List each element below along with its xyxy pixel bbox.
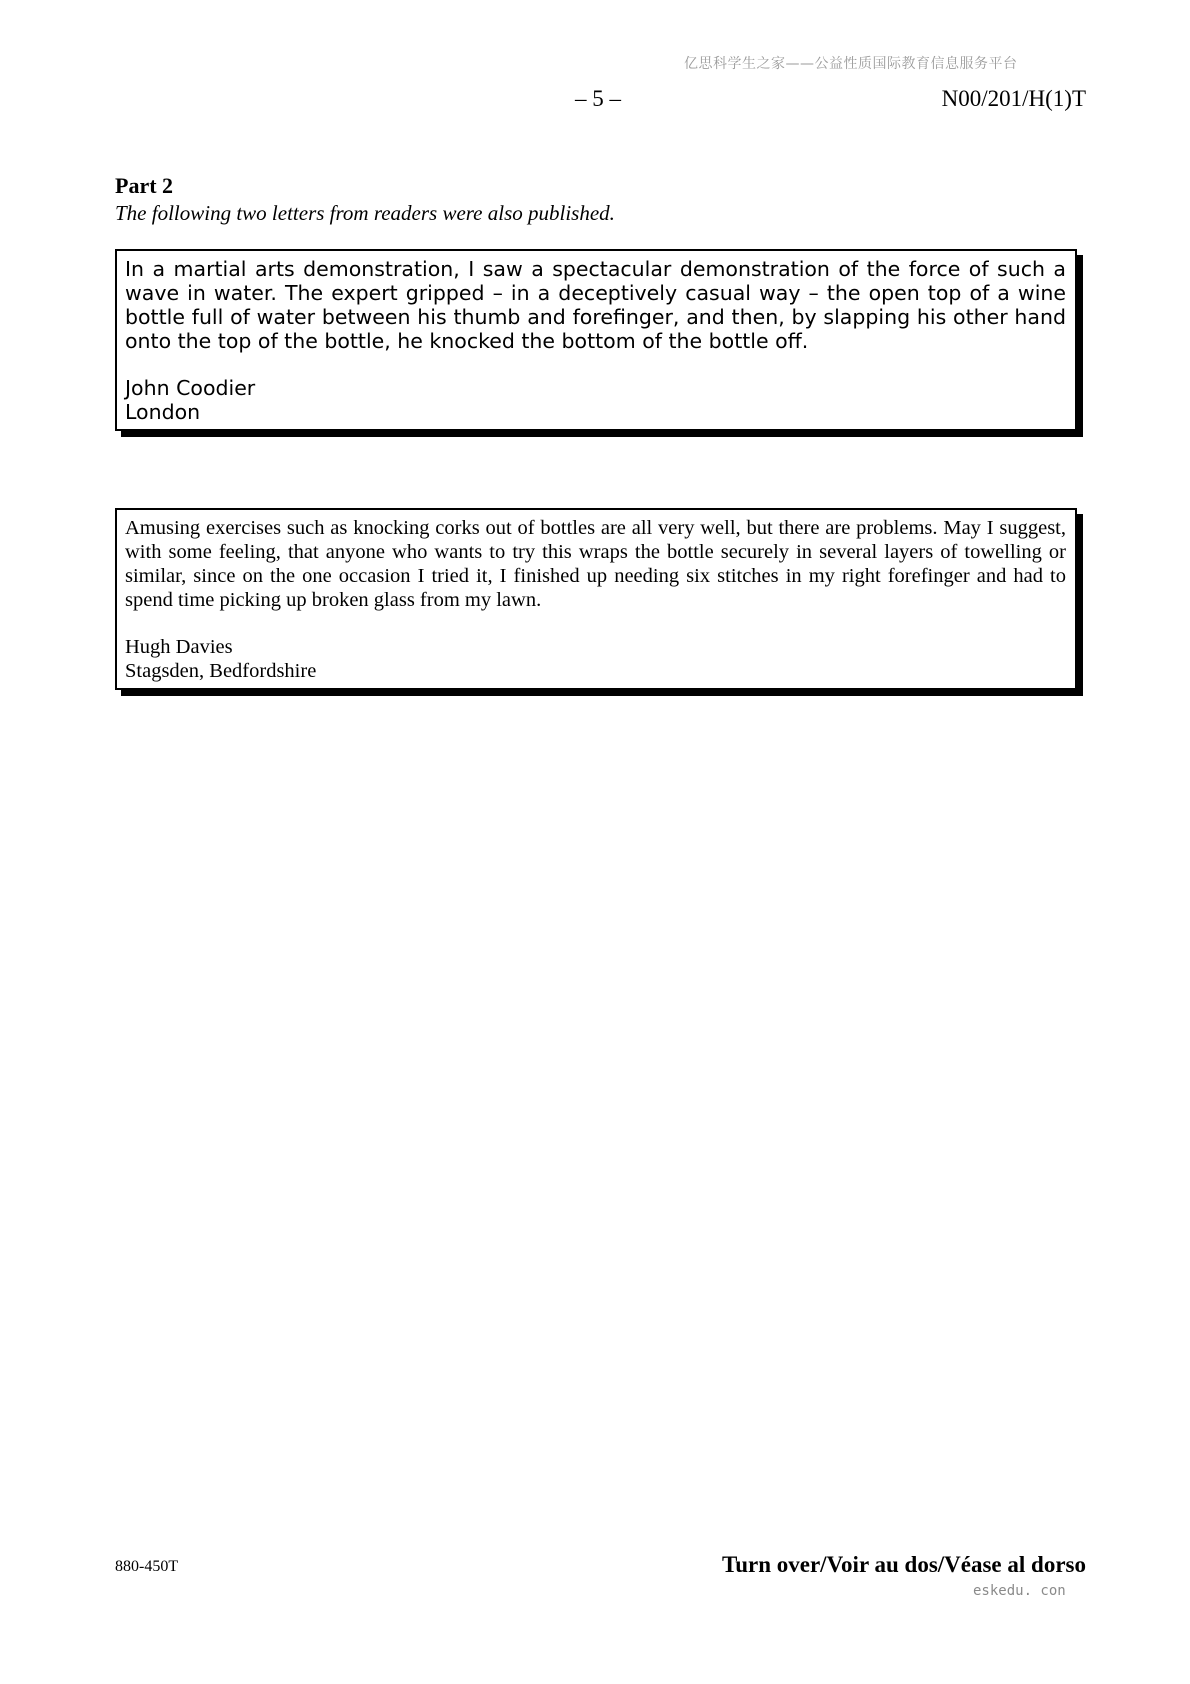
footer-document-code: 880-450T bbox=[115, 1558, 179, 1575]
section-heading: Part 2 bbox=[115, 173, 174, 198]
letter-location: Stagsden, Bedfordshire bbox=[125, 660, 317, 682]
footer-watermark: eskedu. con bbox=[973, 1583, 1066, 1599]
page-number: – 5 – bbox=[575, 86, 621, 111]
letter-signature bbox=[125, 376, 1066, 424]
header-document-code: N00/201/H(1)T bbox=[941, 86, 1086, 111]
letter-author: John Coodier bbox=[125, 376, 256, 400]
header-watermark: 亿思科学生之家——公益性质国际教育信息服务平台 bbox=[684, 56, 1018, 72]
turn-over-instruction: Turn over/Voir au dos/Véase al dorso bbox=[721, 1552, 1086, 1577]
letter-box-coodier bbox=[115, 249, 1077, 431]
letter-body: Amusing exercises such as knocking corks out of bottles are all very well, but there are problems. May I suggest, with some feeling, that anyone who wants to try this wraps the bottle securely in several layers of towelling or similar, since on the one occasion I tried it, I finished up needing six stitches in my right forefinger and had to spend time picking up broken glass from my lawn. bbox=[125, 517, 1066, 611]
letter-signature bbox=[125, 635, 1066, 683]
letter-body: In a martial arts demonstration, I saw a spectacular demonstration of the force of such a wave in water. The expert gripped – in a deceptively casual way – the open top of a wine bottle full of water between his thumb and forefinger, and then, by slapping his other hand onto the top of the bottle, he knocked the bottom of the bottle off. bbox=[125, 257, 1066, 353]
letter-location: London bbox=[125, 400, 201, 424]
section-intro: The following two letters from readers were also published. bbox=[115, 201, 615, 225]
letter-box-davies bbox=[115, 508, 1077, 690]
letter-author: Hugh Davies bbox=[125, 636, 233, 658]
